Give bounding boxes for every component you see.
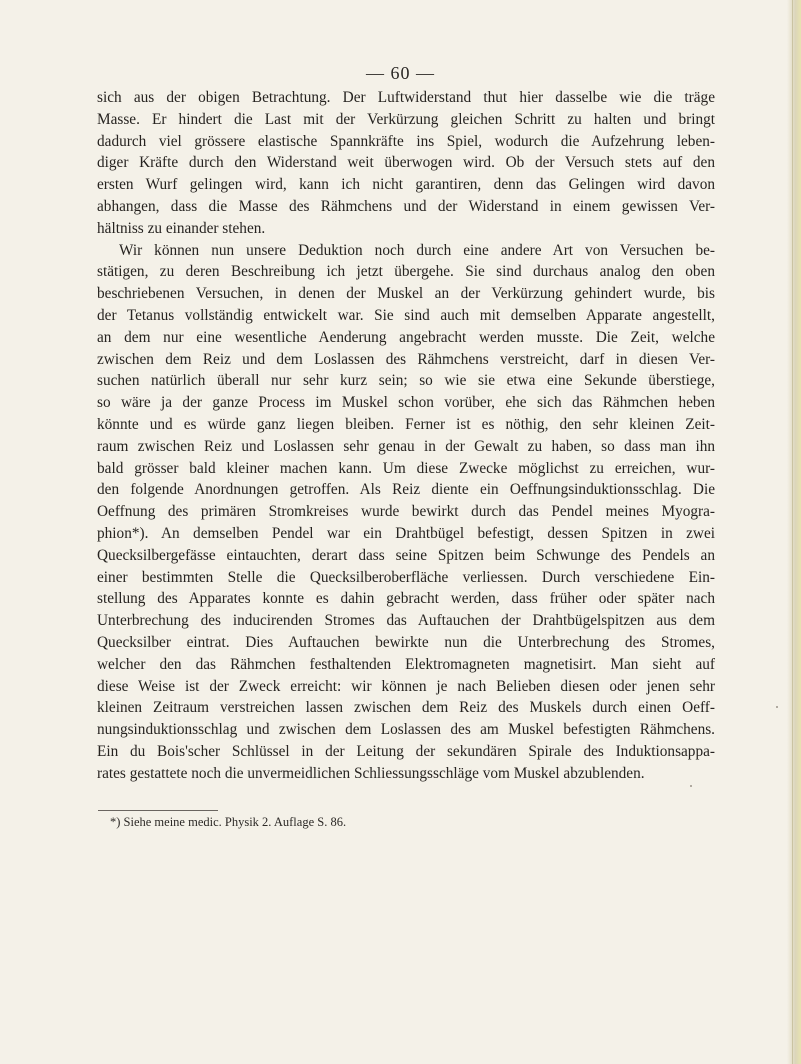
text-line: Quecksilbergefässe eintauchten, derart dass seine Spitzen beim Schwunge des Pendels an: [97, 546, 715, 564]
text-line: nungsinduktionsschlag und zwischen dem Loslassen des am Muskel befestigten Rähmchens.: [97, 721, 715, 739]
paper-speck: [776, 706, 778, 708]
text-line: Oeffnung des primären Stromkreises wurde bewirkt durch das Pendel meines Myogra-: [97, 503, 715, 521]
text-line: so wäre ja der ganze Process im Muskel schon vorüber, ehe sich das Rähmchen heben: [97, 394, 715, 412]
text-line: der Tetanus vollständig entwickelt war. Sie sind auch mit demselben Apparate angestellt,: [97, 306, 715, 324]
body-text: [97, 87, 715, 785]
text-line: Unterbrechung des inducirenden Stromes das Auftauchen der Drahtbügelspitzen aus dem: [97, 612, 715, 630]
text-line: diese Weise ist der Zweck erreicht: wir können je nach Belieben diesen oder jenen sehr: [97, 677, 715, 695]
text-line: einer bestimmten Stelle die Quecksilberoberfläche verliessen. Durch verschiedene Ein-: [97, 568, 715, 586]
page-number: — 60 —: [366, 63, 435, 83]
text-line: Masse. Er hindert die Last mit der Verkürzung gleichen Schritt zu halten und bringt: [97, 110, 715, 128]
footnote: *) Siehe meine medic. Physik 2. Auflage S. 86.: [110, 815, 347, 829]
text-line: diger Kräfte durch den Widerstand weit überwogen wird. Ob der Versuch stets auf den: [97, 154, 715, 172]
text-line: an dem nur eine wesentliche Aenderung angebracht werden musste. Die Zeit, welche: [97, 328, 715, 346]
text-line: sich aus der obigen Betrachtung. Der Luftwiderstand thut hier dasselbe wie die träge: [97, 89, 715, 106]
text-line: rates gestattete noch die unvermeidlichen Schliessungsschläge vom Muskel abzublenden.: [97, 764, 645, 782]
paragraph-1: [97, 87, 715, 240]
text-line: stätigen, zu deren Beschreibung ich jetzt übergehe. Sie sind durchaus analog den oben: [97, 263, 715, 281]
text-line: Ein du Bois'scher Schlüssel in der Leitung der sekundären Spirale des Induktionsappa-: [97, 742, 715, 760]
text-line: phion*). An demselben Pendel war ein Drahtbügel befestigt, dessen Spitzen in zwei: [97, 524, 715, 542]
text-line: Quecksilber eintrat. Dies Auftauchen bewirkte nun die Unterbrechung des Stromes,: [97, 633, 715, 651]
text-line: suchen natürlich überall nur sehr kurz sein; so wie sie etwa eine Sekunde überstiege,: [97, 372, 715, 390]
text-line: abhangen, dass die Masse des Rähmchens und der Widerstand in einem gewissen Ver-: [97, 197, 715, 215]
footnote-rule: [98, 810, 218, 811]
page-edge-shadow: [787, 0, 801, 1064]
text-line: kleinen Zeitraum verstreichen lassen zwischen dem Reiz des Muskels durch einen Oeff-: [97, 699, 715, 717]
paper-speck: [690, 785, 692, 787]
text-line: bald grösser bald kleiner machen kann. Um diese Zwecke möglichst zu erreichen, wur-: [97, 459, 715, 477]
text-line: beschriebenen Versuchen, in denen der Muskel an der Verkürzung gehindert wurde, bis: [97, 285, 715, 303]
text-line: ersten Wurf gelingen wird, kann ich nicht garantiren, denn das Gelingen wird davon: [97, 176, 715, 194]
text-line: raum zwischen Reiz und Loslassen sehr genau in der Gewalt zu haben, so dass man ihn: [97, 437, 715, 455]
paragraph-2: [97, 240, 715, 785]
text-line: dadurch viel grössere elastische Spannkräfte ins Spiel, wodurch die Aufzehrung leben-: [97, 132, 715, 150]
text-line: könnte und es würde ganz liegen bleiben. Ferner ist es nöthig, den sehr kleinen Zeit-: [97, 415, 715, 433]
text-line: stellung des Apparates konnte es dahin gebracht werden, dass früher oder später nach: [97, 590, 715, 608]
text-line: den folgende Anordnungen getroffen. Als Reiz diente ein Oeffnungsinduktionsschlag. Die: [97, 481, 715, 499]
text-line: zwischen dem Reiz und dem Loslassen des Rähmchens verstreicht, darf in diesen Ver-: [97, 350, 715, 368]
text-line: hältniss zu einander stehen.: [97, 219, 266, 237]
text-line: Wir können nun unsere Deduktion noch durch eine andere Art von Versuchen be-: [119, 241, 715, 259]
text-line: welcher den das Rähmchen festhaltenden Elektromagneten magnetisirt. Man sieht auf: [97, 655, 715, 673]
